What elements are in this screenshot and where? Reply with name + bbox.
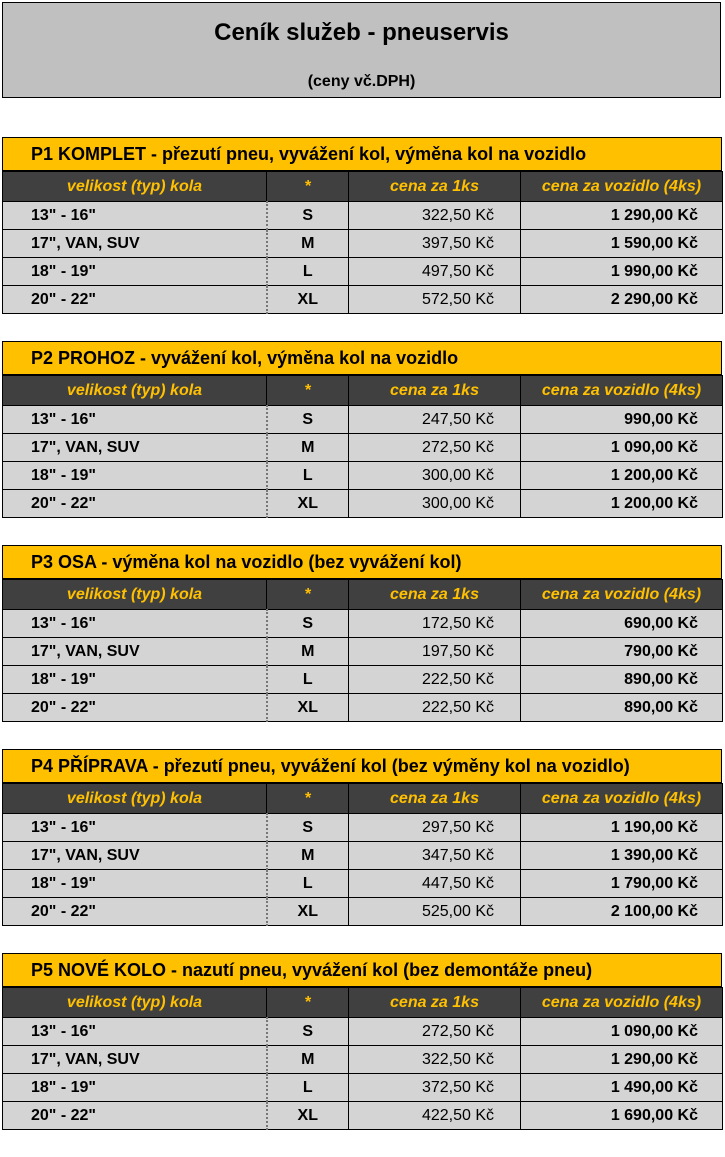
cell-price: 297,50 Kč	[349, 814, 521, 842]
cell-size: 20" - 22"	[3, 490, 267, 518]
cell-total: 2 290,00 Kč	[521, 286, 723, 314]
price-table	[2, 987, 723, 1130]
cell-total: 1 290,00 Kč	[521, 202, 723, 230]
cell-size: 18" - 19"	[3, 870, 267, 898]
cell-type: L	[267, 258, 349, 286]
column-header: cena za 1ks	[349, 376, 521, 406]
cell-type: XL	[267, 490, 349, 518]
cell-type: S	[267, 610, 349, 638]
cell-total: 1 090,00 Kč	[521, 1018, 723, 1046]
cell-total: 2 100,00 Kč	[521, 898, 723, 926]
cell-size: 17", VAN, SUV	[3, 434, 267, 462]
table-row	[3, 1018, 723, 1046]
section-title: P4 PŘÍPRAVA - přezutí pneu, vyvážení kol (bez výměny kol na vozidlo)	[2, 749, 722, 783]
cell-size: 13" - 16"	[3, 406, 267, 434]
cell-total: 1 290,00 Kč	[521, 1046, 723, 1074]
column-header: cena za vozidlo (4ks)	[521, 172, 723, 202]
cell-price: 272,50 Kč	[349, 434, 521, 462]
cell-type: S	[267, 1018, 349, 1046]
cell-price: 397,50 Kč	[349, 230, 521, 258]
page-subtitle: (ceny vč.DPH)	[307, 73, 416, 90]
service-section	[2, 953, 722, 1130]
cell-price: 247,50 Kč	[349, 406, 521, 434]
column-header: cena za 1ks	[349, 988, 521, 1018]
table-row	[3, 814, 723, 842]
cell-type: L	[267, 870, 349, 898]
cell-size: 18" - 19"	[3, 1074, 267, 1102]
cell-total: 1 790,00 Kč	[521, 870, 723, 898]
table-row	[3, 230, 723, 258]
cell-size: 18" - 19"	[3, 462, 267, 490]
cell-size: 20" - 22"	[3, 694, 267, 722]
table-row	[3, 870, 723, 898]
table-header-row	[3, 172, 723, 202]
table-row	[3, 898, 723, 926]
service-section	[2, 341, 722, 518]
table-row	[3, 1046, 723, 1074]
cell-type: M	[267, 230, 349, 258]
price-table	[2, 171, 723, 314]
service-section	[2, 545, 722, 722]
column-header: velikost (typ) kola	[3, 784, 267, 814]
table-row	[3, 434, 723, 462]
column-header: velikost (typ) kola	[3, 988, 267, 1018]
column-header: cena za 1ks	[349, 172, 521, 202]
cell-type: M	[267, 638, 349, 666]
table-row	[3, 666, 723, 694]
cell-size: 20" - 22"	[3, 898, 267, 926]
cell-type: S	[267, 814, 349, 842]
cell-price: 447,50 Kč	[349, 870, 521, 898]
cell-price: 572,50 Kč	[349, 286, 521, 314]
cell-price: 347,50 Kč	[349, 842, 521, 870]
cell-total: 1 990,00 Kč	[521, 258, 723, 286]
cell-size: 20" - 22"	[3, 286, 267, 314]
table-row	[3, 694, 723, 722]
cell-total: 690,00 Kč	[521, 610, 723, 638]
table-row	[3, 842, 723, 870]
table-row	[3, 490, 723, 518]
column-header: cena za vozidlo (4ks)	[521, 988, 723, 1018]
cell-size: 17", VAN, SUV	[3, 1046, 267, 1074]
column-header: velikost (typ) kola	[3, 376, 267, 406]
cell-type: M	[267, 1046, 349, 1074]
cell-price: 272,50 Kč	[349, 1018, 521, 1046]
cell-total: 1 690,00 Kč	[521, 1102, 723, 1130]
cell-total: 890,00 Kč	[521, 666, 723, 694]
cell-price: 322,50 Kč	[349, 1046, 521, 1074]
cell-price: 222,50 Kč	[349, 694, 521, 722]
cell-type: XL	[267, 1102, 349, 1130]
table-header-row	[3, 376, 723, 406]
cell-price: 197,50 Kč	[349, 638, 521, 666]
table-header-row	[3, 580, 723, 610]
table-row	[3, 258, 723, 286]
column-header: cena za 1ks	[349, 580, 521, 610]
cell-total: 1 390,00 Kč	[521, 842, 723, 870]
price-table	[2, 375, 723, 518]
cell-type: XL	[267, 694, 349, 722]
cell-size: 18" - 19"	[3, 258, 267, 286]
table-row	[3, 286, 723, 314]
column-header: *	[267, 172, 349, 202]
cell-type: L	[267, 666, 349, 694]
cell-size: 17", VAN, SUV	[3, 638, 267, 666]
cell-size: 18" - 19"	[3, 666, 267, 694]
column-header: cena za 1ks	[349, 784, 521, 814]
price-sections	[2, 137, 722, 1157]
cell-total: 890,00 Kč	[521, 694, 723, 722]
cell-total: 1 190,00 Kč	[521, 814, 723, 842]
section-title: P2 PROHOZ - vyvážení kol, výměna kol na vozidlo	[2, 341, 722, 375]
table-row	[3, 1102, 723, 1130]
column-header: velikost (typ) kola	[3, 580, 267, 610]
cell-price: 497,50 Kč	[349, 258, 521, 286]
table-row	[3, 1074, 723, 1102]
cell-price: 372,50 Kč	[349, 1074, 521, 1102]
cell-total: 1 490,00 Kč	[521, 1074, 723, 1102]
cell-type: M	[267, 434, 349, 462]
cell-total: 1 090,00 Kč	[521, 434, 723, 462]
table-row	[3, 638, 723, 666]
cell-price: 525,00 Kč	[349, 898, 521, 926]
cell-price: 300,00 Kč	[349, 462, 521, 490]
cell-size: 17", VAN, SUV	[3, 842, 267, 870]
service-section	[2, 749, 722, 926]
cell-total: 1 200,00 Kč	[521, 490, 723, 518]
page-title: Ceník služeb - pneuservis	[214, 19, 509, 46]
column-header: *	[267, 376, 349, 406]
service-section	[2, 137, 722, 314]
price-table	[2, 579, 723, 722]
table-row	[3, 610, 723, 638]
cell-size: 13" - 16"	[3, 610, 267, 638]
cell-type: L	[267, 462, 349, 490]
table-row	[3, 406, 723, 434]
cell-type: S	[267, 406, 349, 434]
cell-type: XL	[267, 898, 349, 926]
price-table	[2, 783, 723, 926]
column-header: cena za vozidlo (4ks)	[521, 580, 723, 610]
cell-total: 1 200,00 Kč	[521, 462, 723, 490]
cell-size: 13" - 16"	[3, 202, 267, 230]
column-header: cena za vozidlo (4ks)	[521, 784, 723, 814]
column-header: *	[267, 988, 349, 1018]
cell-total: 990,00 Kč	[521, 406, 723, 434]
cell-price: 300,00 Kč	[349, 490, 521, 518]
cell-total: 790,00 Kč	[521, 638, 723, 666]
cell-size: 20" - 22"	[3, 1102, 267, 1130]
column-header: velikost (typ) kola	[3, 172, 267, 202]
cell-type: M	[267, 842, 349, 870]
cell-size: 13" - 16"	[3, 1018, 267, 1046]
column-header: *	[267, 580, 349, 610]
table-row	[3, 462, 723, 490]
cell-type: S	[267, 202, 349, 230]
table-header-row	[3, 988, 723, 1018]
cell-size: 13" - 16"	[3, 814, 267, 842]
section-title: P3 OSA - výměna kol na vozidlo (bez vyvážení kol)	[2, 545, 722, 579]
column-header: *	[267, 784, 349, 814]
cell-price: 222,50 Kč	[349, 666, 521, 694]
section-title: P5 NOVÉ KOLO - nazutí pneu, vyvážení kol (bez demontáže pneu)	[2, 953, 722, 987]
section-title: P1 KOMPLET - přezutí pneu, vyvážení kol, výměna kol na vozidlo	[2, 137, 722, 171]
cell-price: 172,50 Kč	[349, 610, 521, 638]
cell-total: 1 590,00 Kč	[521, 230, 723, 258]
cell-type: XL	[267, 286, 349, 314]
cell-price: 322,50 Kč	[349, 202, 521, 230]
price-list-header	[2, 2, 721, 98]
cell-price: 422,50 Kč	[349, 1102, 521, 1130]
cell-type: L	[267, 1074, 349, 1102]
table-header-row	[3, 784, 723, 814]
cell-size: 17", VAN, SUV	[3, 230, 267, 258]
table-row	[3, 202, 723, 230]
column-header: cena za vozidlo (4ks)	[521, 376, 723, 406]
